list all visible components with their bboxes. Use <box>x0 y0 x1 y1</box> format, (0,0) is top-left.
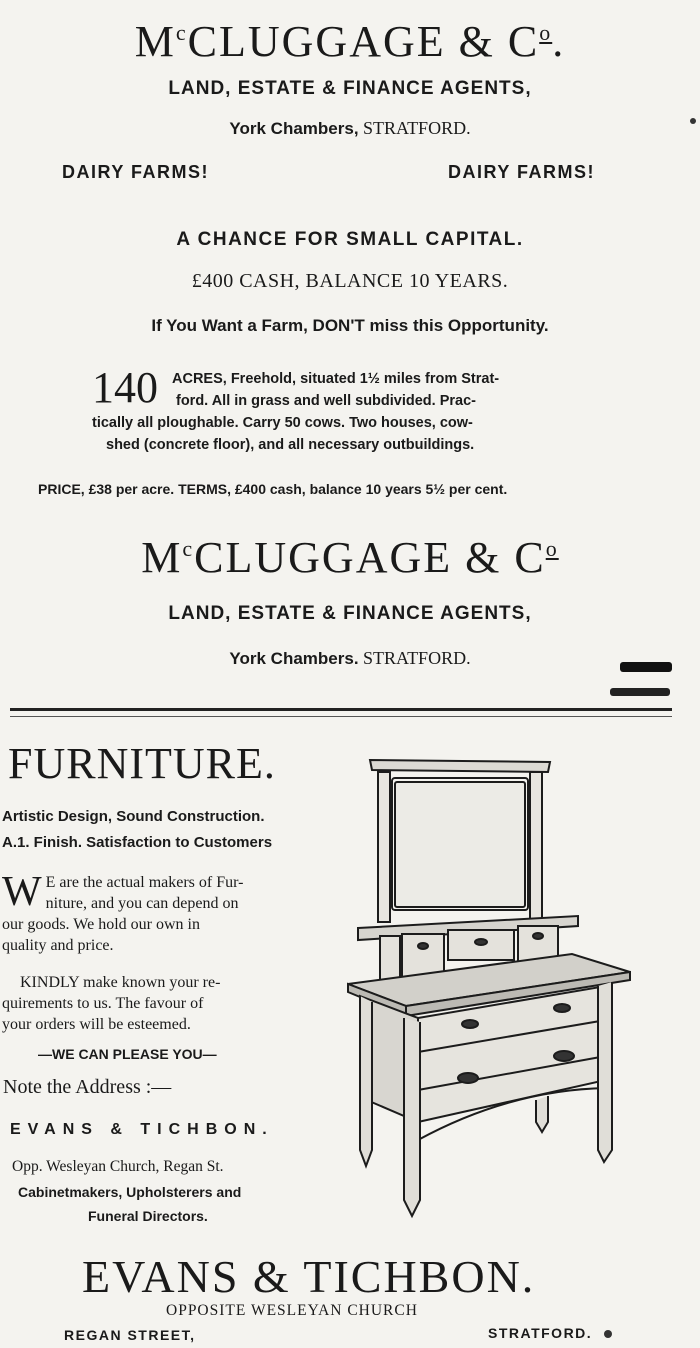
ad2-body-line-1: E are the actual makers of Fur- <box>45 874 244 891</box>
dressing-table-illustration <box>340 750 640 1220</box>
ad2-body-line-2: niture, and you can depend on <box>45 895 239 912</box>
ad2-footer-firm: EVANS & TICHBON. <box>82 1251 536 1302</box>
ad2-trades-line-2: Funeral Directors. <box>88 1208 208 1224</box>
ad1-dairy-right: DAIRY FARMS! <box>448 162 596 182</box>
ad1-acres-line-4: shed (concrete floor), and all necessary outbuildings. <box>106 437 475 453</box>
ad1-acres-line-2: ford. All in grass and well subdivided. Prac- <box>176 393 476 409</box>
ad2-tagline-2: A.1. Finish. Satisfaction to Customers <box>2 834 273 851</box>
ad1-acres-line-1: ACRES, Freehold, situated 1½ miles from Strat- <box>172 371 500 387</box>
section-divider-thin-rule <box>10 716 672 717</box>
ad1-acres-line-3: tically all ploughable. Carry 50 cows. Two houses, cow- <box>92 415 473 431</box>
ad1-cash-line: £400 CASH, BALANCE 10 YEARS. <box>191 270 509 292</box>
ad2-footer-street: REGAN STREET, <box>64 1327 196 1343</box>
ad2-body-line-3: our goods. We hold our own in <box>2 916 200 933</box>
ad2-body-line-4: quality and price. <box>2 937 114 954</box>
ad1-want-farm-line: If You Want a Farm, DON'T miss this Opportunity. <box>151 316 549 335</box>
ad2-drop-cap: W <box>2 869 42 915</box>
ad1-dairy-left: DAIRY FARMS! <box>62 162 210 182</box>
ad1-firm-name: $M^cCLUGGAGE$ & $C^o$. <box>134 17 566 66</box>
ad2-kindly-paragraph <box>2 972 332 1035</box>
ad2-headline: FURNITURE. <box>8 739 276 788</box>
ad2-please-line: —WE CAN PLEASE YOU— <box>38 1046 217 1062</box>
ad1-footer-address: York Chambers. STRATFORD. <box>229 648 471 668</box>
ad2-note-address: Note the Address :— <box>3 1076 172 1098</box>
ad2-tagline-1: Artistic Design, Sound Construction. <box>2 808 265 825</box>
ink-speck <box>690 118 696 124</box>
section-divider-rule <box>10 708 672 711</box>
ad1-footer-subtitle: LAND, ESTATE & FINANCE AGENTS, <box>168 603 532 624</box>
ad1-acres-number: 140 <box>92 363 158 412</box>
ad2-firm-spaced: EVANS & TICHBON. <box>10 1121 274 1138</box>
ad2-body-paragraph <box>2 869 332 956</box>
ad1-footer-firm-name: $M^cCLUGGAGE$ & $C^o$ <box>141 533 559 582</box>
ad1-address: York Chambers, STRATFORD. <box>229 118 471 138</box>
ad2-opp-church: Opp. Wesleyan Church, Regan St. <box>12 1158 224 1175</box>
ad2-kindly-line-1: KINDLY make known your re- <box>20 974 221 991</box>
ad2-kindly-line-2: quirements to us. The favour of <box>2 995 204 1012</box>
ad2-kindly-line-3: your orders will be esteemed. <box>2 1016 191 1033</box>
ink-blot-2 <box>610 688 670 696</box>
ink-blot <box>620 662 672 672</box>
ad2-trades-line-1: Cabinetmakers, Upholsterers and <box>18 1184 242 1200</box>
ad2-footer-town: STRATFORD. <box>488 1325 593 1341</box>
ad1-price-line: PRICE, £38 per acre. TERMS, £400 cash, balance 10 years 5½ per cent. <box>38 481 508 497</box>
ad1-chance-headline: A CHANCE FOR SMALL CAPITAL. <box>176 229 524 250</box>
ad2-footer-opposite: OPPOSITE WESLEYAN CHURCH <box>166 1302 418 1319</box>
ink-speck-2 <box>604 1330 612 1338</box>
ad1-subtitle: LAND, ESTATE & FINANCE AGENTS, <box>168 78 532 99</box>
